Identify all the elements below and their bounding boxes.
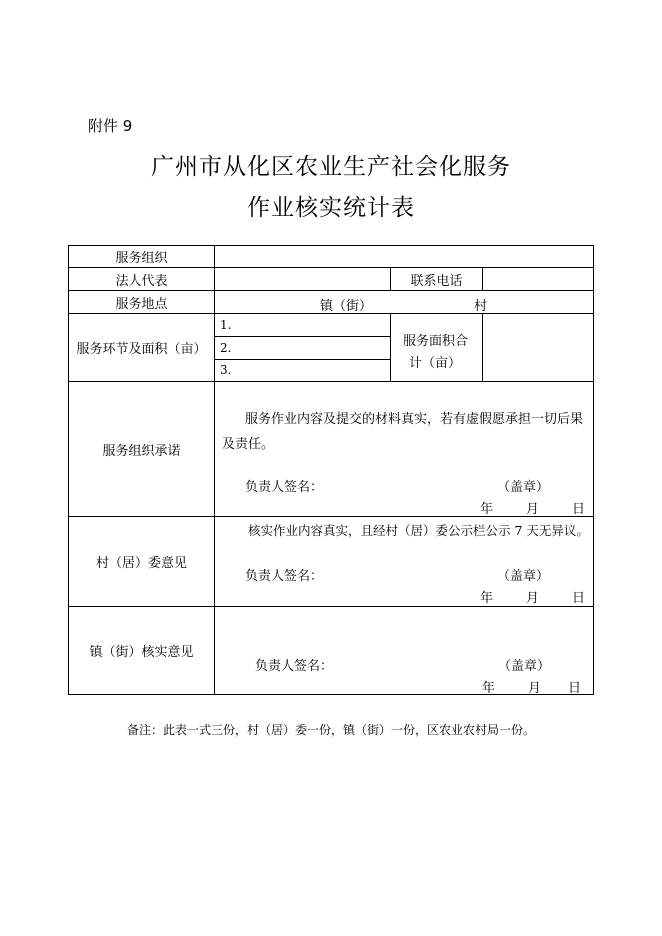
town-opinion-label-cell	[68, 606, 215, 695]
commitment-day-label: 日	[572, 502, 586, 517]
village-year-label: 年	[480, 591, 494, 606]
legal-rep-value-field[interactable]	[214, 267, 391, 291]
segment-number-1: 1.	[220, 318, 232, 332]
legal-rep-label: 法人代表	[115, 273, 168, 289]
village-signature-label[interactable]: 负责人签名：	[245, 569, 324, 584]
commitment-label: 服务组织承诺	[102, 443, 181, 459]
segment-field-1[interactable]	[214, 313, 391, 337]
legal-rep-label-cell	[68, 267, 215, 291]
area-total-label-cell	[390, 313, 483, 382]
org-label: 服务组织	[115, 251, 168, 266]
segment-field-3[interactable]	[214, 359, 391, 382]
area-total-label-line2: 计（亩）	[409, 356, 462, 371]
segments-label: 服务环节及面积（亩）	[76, 342, 207, 357]
town-suffix-label: 镇（街）	[320, 299, 373, 314]
phone-label: 联系电话	[410, 273, 463, 289]
org-value-field[interactable]	[214, 245, 594, 268]
village-opinion-label-cell	[68, 516, 215, 607]
location-value-field[interactable]	[214, 290, 594, 314]
org-label-cell	[68, 245, 215, 268]
form-title-line1: 广州市从化区农业生产社会化服务	[151, 154, 511, 180]
town-seal-label: （盖章）	[498, 659, 551, 674]
commitment-year-label: 年	[480, 502, 494, 517]
commitment-month-label: 月	[526, 502, 540, 517]
town-day-label: 日	[568, 681, 582, 696]
commitment-seal-label: （盖章）	[497, 480, 550, 495]
phone-value-field[interactable]	[482, 267, 594, 291]
segment-field-2[interactable]	[214, 336, 391, 360]
town-opinion-label: 镇（街）核实意见	[89, 645, 194, 660]
village-month-label: 月	[526, 591, 540, 606]
segments-label-cell	[68, 313, 215, 382]
village-suffix-label: 村	[474, 299, 488, 314]
village-day-label: 日	[572, 591, 586, 606]
commitment-text-line1: 服务作业内容及提交的材料真实，若有虚假愿承担一切后果	[245, 412, 584, 427]
town-signature-label[interactable]: 负责人签名：	[255, 659, 334, 674]
town-year-label: 年	[482, 681, 496, 696]
footnote: 备注：此表一式三份，村（居）委一份，镇（街）一份，区农业农村局一份。	[126, 723, 535, 737]
commitment-text-line2: 及责任。	[222, 437, 275, 452]
form-title-line2: 作业核实统计表	[247, 195, 415, 221]
village-opinion-content-cell	[214, 516, 594, 607]
village-opinion-text: 核实作业内容真实，且经村（居）委公示栏公示 7 天无异议。	[248, 523, 589, 538]
village-seal-label: （盖章）	[497, 569, 550, 584]
area-total-label-line1: 服务面积合	[403, 334, 469, 349]
commitment-label-cell	[68, 381, 215, 517]
segment-number-2: 2.	[220, 341, 232, 355]
area-total-value-field[interactable]	[482, 313, 594, 382]
town-month-label: 月	[528, 681, 542, 696]
location-label: 服务地点	[115, 296, 168, 312]
location-label-cell	[68, 290, 215, 314]
phone-label-cell	[390, 267, 483, 291]
town-opinion-content-cell	[214, 606, 594, 695]
commitment-signature-label[interactable]: 负责人签名：	[245, 480, 324, 495]
segment-number-3: 3.	[220, 363, 232, 377]
village-opinion-label: 村（居）委意见	[95, 556, 187, 571]
attachment-number: 附件 9	[88, 117, 133, 135]
commitment-content-cell	[214, 381, 594, 517]
